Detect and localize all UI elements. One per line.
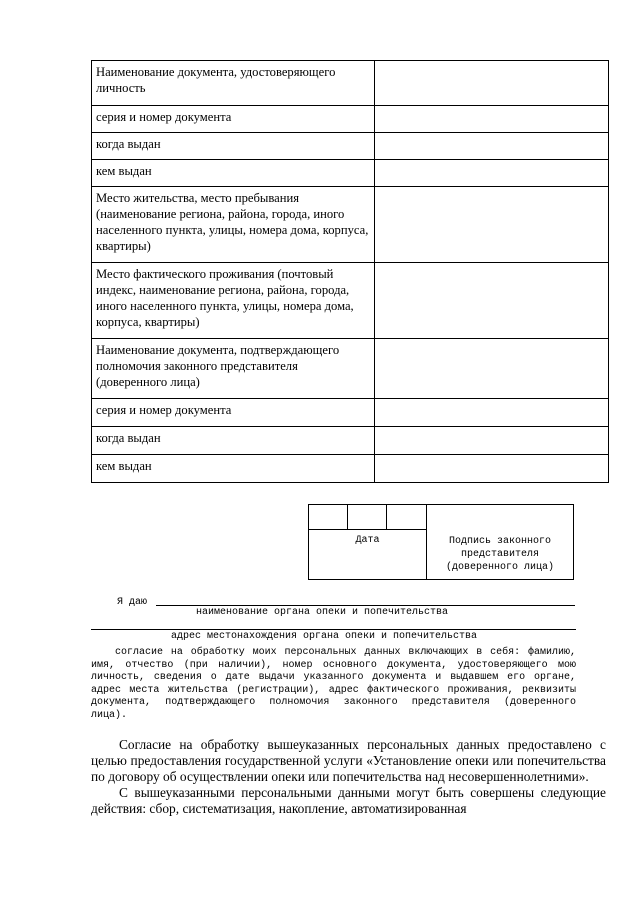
- value-cell[interactable]: [375, 339, 609, 399]
- date-label: Дата: [355, 535, 380, 546]
- table-row: [92, 187, 609, 263]
- table-row: [92, 160, 609, 187]
- value-cell[interactable]: [375, 187, 609, 263]
- table-row: [92, 339, 609, 399]
- row-label: Наименование документа, подтверждающего полномочия законного представителя (доверенного лица): [92, 339, 375, 399]
- value-cell[interactable]: [375, 160, 609, 187]
- consent-text: согласие на обработку моих персональных данных включающих в себя: фамилию, имя, отчество (при наличии), номер основного документа, удостоверяющего мою личность, сведения о дате выдачи указанного документа и выдавшем его органе, адрес места жительства (регистрации), адрес фактического проживания, реквизиты документа, подтверждающего полномочия законного представителя (доверенного лица).: [91, 647, 576, 721]
- date-cell[interactable]: [309, 505, 348, 529]
- authority-address-caption: адрес местонахождения органа опеки и попечительства: [171, 631, 478, 642]
- value-cell[interactable]: [375, 399, 609, 427]
- paragraph-purpose: Согласие на обработку вышеуказанных персональных данных предоставлено с целью предоставления государственной услуги «Установление опеки или попечительства по договору об осуществлении опеки или попечительства над несовершеннолетними».: [91, 737, 606, 784]
- signature-label: Подпись законного представителя (доверенного лица): [445, 536, 555, 573]
- value-cell[interactable]: [375, 61, 609, 106]
- date-cells: [309, 505, 426, 530]
- row-label: когда выдан: [92, 133, 375, 160]
- value-cell[interactable]: [375, 427, 609, 455]
- row-label: серия и номер документа: [92, 399, 375, 427]
- value-cell[interactable]: [375, 106, 609, 133]
- row-label: кем выдан: [92, 160, 375, 187]
- authority-name-caption: наименование органа опеки и попечительства: [196, 607, 449, 618]
- value-cell[interactable]: [375, 455, 609, 483]
- table-row: [92, 61, 609, 106]
- row-label: кем выдан: [92, 455, 375, 483]
- row-label: когда выдан: [92, 427, 375, 455]
- row-label: Место фактического проживания (почтовый индекс, наименование региона, района, города, иного населенного пункта, улицы, номера дома, корпуса, квартиры): [92, 263, 375, 339]
- table-row: [92, 399, 609, 427]
- paragraph-actions: С вышеуказанными персональными данными могут быть совершены следующие действия: сбор, систематизация, накопление, автоматизированная: [91, 785, 606, 816]
- row-label: Место жительства, место пребывания (наименование региона, района, города, иного населенного пункта, улицы, номера дома, корпуса, квартиры): [92, 187, 375, 263]
- authority-address-line[interactable]: [91, 629, 576, 630]
- consent-paragraph: [91, 647, 576, 723]
- date-cell[interactable]: [348, 505, 387, 529]
- value-cell[interactable]: [375, 133, 609, 160]
- table-row: [92, 455, 609, 483]
- table-row: [92, 263, 609, 339]
- authority-name-line[interactable]: [156, 605, 575, 606]
- signature-block: [308, 504, 574, 580]
- row-label: Наименование документа, удостоверяющего личность: [92, 61, 375, 106]
- consent-purpose-text: [91, 737, 606, 817]
- table-row: [92, 133, 609, 160]
- personal-data-table: [91, 60, 609, 483]
- row-label: серия и номер документа: [92, 106, 375, 133]
- table-row: [92, 427, 609, 455]
- value-cell[interactable]: [375, 263, 609, 339]
- i-give-label: Я даю: [117, 597, 148, 608]
- table-row: [92, 106, 609, 133]
